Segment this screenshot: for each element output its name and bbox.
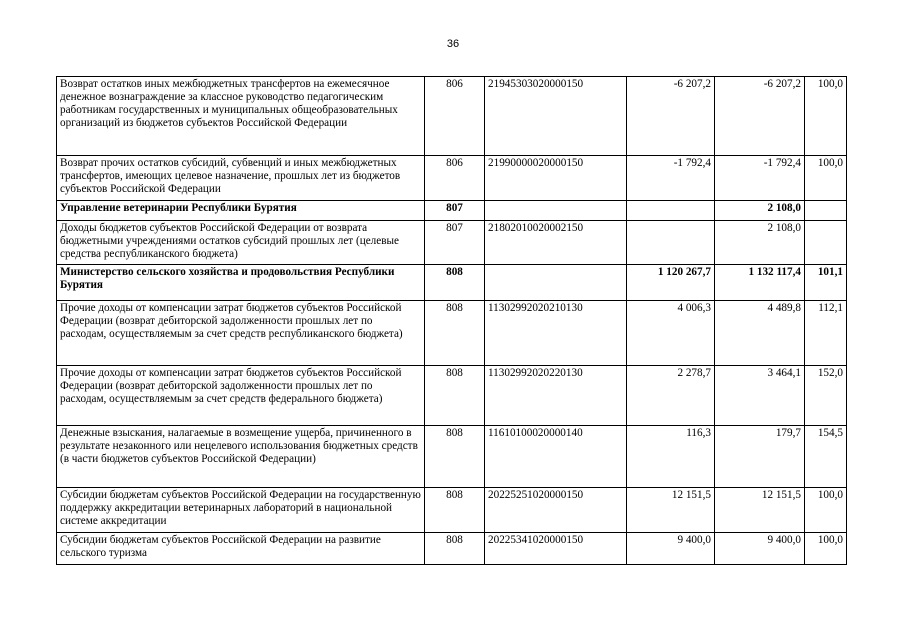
row-name: Возврат прочих остатков субсидий, субвенций и иных межбюджетных трансфертов, имеющих целевое назначение, прошлых лет из бюджетов субъектов Российской Федерации: [57, 156, 425, 201]
row-kbk-code: [485, 265, 627, 301]
row-percent: 100,0: [805, 77, 847, 156]
row-kbk-code: 11302992020220130: [485, 366, 627, 426]
row-percent: 152,0: [805, 366, 847, 426]
row-plan-value: 4 006,3: [627, 301, 715, 366]
row-admin-code: 807: [425, 201, 485, 221]
row-admin-code: 806: [425, 156, 485, 201]
table-row: [57, 488, 847, 533]
row-percent: 100,0: [805, 488, 847, 533]
row-admin-code: 808: [425, 533, 485, 565]
row-name: Субсидии бюджетам субъектов Российской Федерации на государственную поддержку аккредитации ветеринарных лабораторий в национальной системе аккредитации: [57, 488, 425, 533]
row-plan-value: 1 120 267,7: [627, 265, 715, 301]
row-kbk-code: 11302992020210130: [485, 301, 627, 366]
row-plan-value: 2 278,7: [627, 366, 715, 426]
row-plan-value: [627, 221, 715, 265]
page-number: 36: [446, 38, 460, 50]
row-plan-value: 9 400,0: [627, 533, 715, 565]
row-percent: 101,1: [805, 265, 847, 301]
row-fact-value: 12 151,5: [715, 488, 805, 533]
row-name: Возврат остатков иных межбюджетных трансфертов на ежемесячное денежное вознаграждение за классное руководство педагогическим работникам государственных и муниципальных общеобразовательных организаций из бюджетов субъектов Российской Федерации: [57, 77, 425, 156]
row-name: Доходы бюджетов субъектов Российской Федерации от возврата бюджетными учреждениями остатков субсидий прошлых лет (целевые средства республиканского бюджета): [57, 221, 425, 265]
table-body: [57, 77, 847, 565]
row-percent: 112,1: [805, 301, 847, 366]
table-row: [57, 201, 847, 221]
row-percent: 100,0: [805, 533, 847, 565]
row-fact-value: 4 489,8: [715, 301, 805, 366]
row-plan-value: 12 151,5: [627, 488, 715, 533]
table-row: [57, 77, 847, 156]
row-fact-value: 2 108,0: [715, 201, 805, 221]
row-admin-code: 808: [425, 265, 485, 301]
table-row: [57, 221, 847, 265]
row-name: Прочие доходы от компенсации затрат бюджетов субъектов Российской Федерации (возврат дебиторской задолженности прошлых лет по расходам, осуществляемым за счет средств федерального бюджета): [57, 366, 425, 426]
row-fact-value: 9 400,0: [715, 533, 805, 565]
row-admin-code: 807: [425, 221, 485, 265]
row-admin-code: 806: [425, 77, 485, 156]
row-kbk-code: 21945303020000150: [485, 77, 627, 156]
row-admin-code: 808: [425, 366, 485, 426]
table-row: [57, 265, 847, 301]
row-fact-value: -1 792,4: [715, 156, 805, 201]
table-row: [57, 426, 847, 488]
row-percent: 154,5: [805, 426, 847, 488]
row-percent: [805, 201, 847, 221]
row-kbk-code: 20225341020000150: [485, 533, 627, 565]
table-row: [57, 366, 847, 426]
row-plan-value: -1 792,4: [627, 156, 715, 201]
row-plan-value: [627, 201, 715, 221]
table-row: [57, 301, 847, 366]
table-row: [57, 533, 847, 565]
row-fact-value: -6 207,2: [715, 77, 805, 156]
row-percent: 100,0: [805, 156, 847, 201]
row-fact-value: 2 108,0: [715, 221, 805, 265]
row-name: Управление ветеринарии Республики Бурятия: [57, 201, 425, 221]
row-admin-code: 808: [425, 426, 485, 488]
row-admin-code: 808: [425, 488, 485, 533]
row-fact-value: 179,7: [715, 426, 805, 488]
row-name: Министерство сельского хозяйства и продовольствия Республики Бурятия: [57, 265, 425, 301]
row-name: Прочие доходы от компенсации затрат бюджетов субъектов Российской Федерации (возврат дебиторской задолженности прошлых лет по расходам, осуществляемым за счет средств республиканского бюджета): [57, 301, 425, 366]
row-kbk-code: [485, 201, 627, 221]
row-plan-value: 116,3: [627, 426, 715, 488]
row-kbk-code: 20225251020000150: [485, 488, 627, 533]
row-kbk-code: 11610100020000140: [485, 426, 627, 488]
row-kbk-code: 21990000020000150: [485, 156, 627, 201]
row-fact-value: 1 132 117,4: [715, 265, 805, 301]
row-percent: [805, 221, 847, 265]
table-row: [57, 156, 847, 201]
row-fact-value: 3 464,1: [715, 366, 805, 426]
row-name: Денежные взыскания, налагаемые в возмещение ущерба, причиненного в результате незаконного или нецелевого использования бюджетных средств (в части бюджетов субъектов Российской Федерации): [57, 426, 425, 488]
budget-revenue-table: [56, 76, 847, 565]
row-plan-value: -6 207,2: [627, 77, 715, 156]
row-kbk-code: 21802010020002150: [485, 221, 627, 265]
row-name: Субсидии бюджетам субъектов Российской Федерации на развитие сельского туризма: [57, 533, 425, 565]
row-admin-code: 808: [425, 301, 485, 366]
